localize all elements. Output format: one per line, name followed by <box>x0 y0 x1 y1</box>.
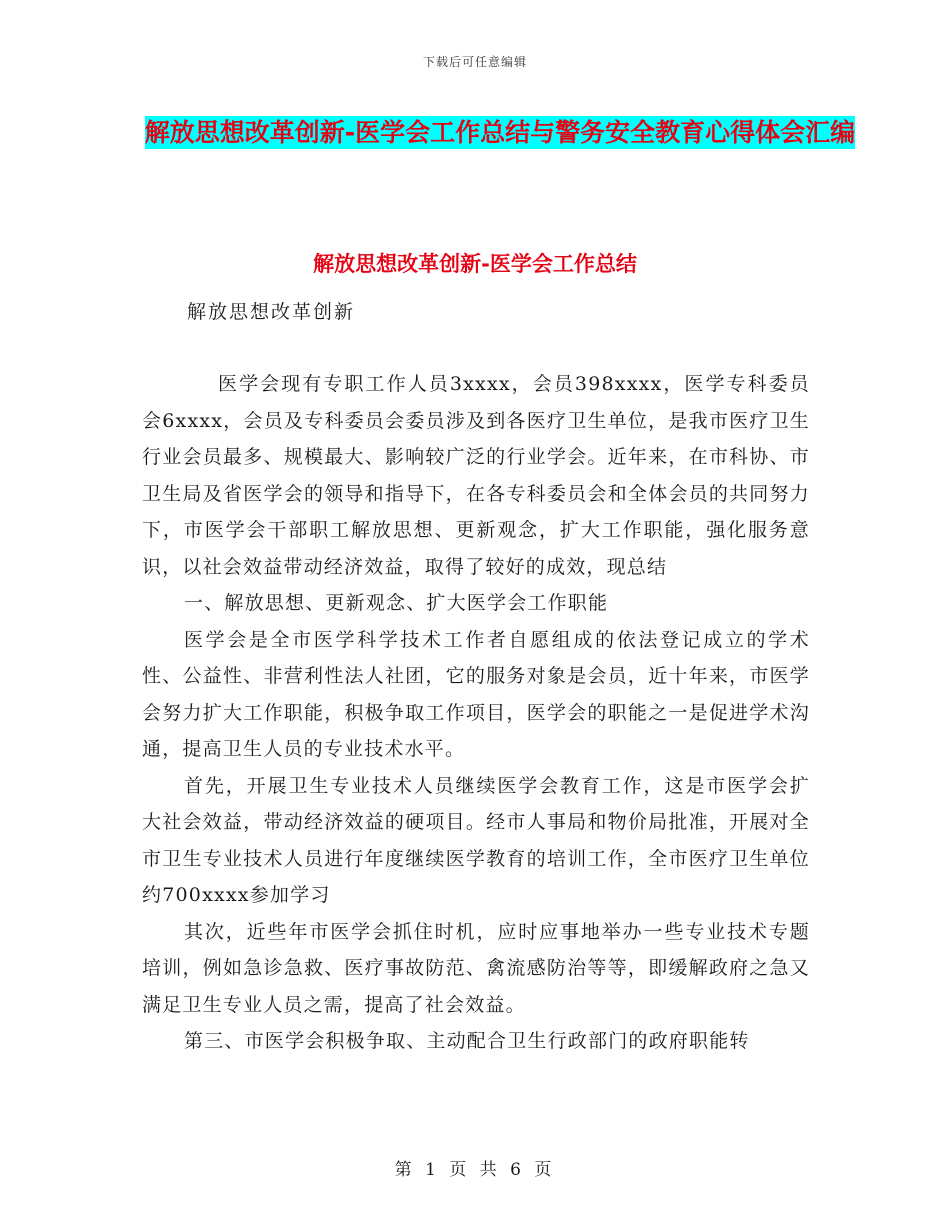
paragraph-second-point: 其次，近些年市医学会抓住时机，应时应事地举办一些专业技术专题培训，例如急诊急救、医疗事故防范、禽流感防治等等，即缓解政府之急又满足卫生专业人员之需，提高了社会效益。 <box>142 920 810 1016</box>
subtitle: 解放思想改革创新 <box>187 301 356 323</box>
page-footer: 第 1 页 共 6 页 <box>394 1160 556 1180</box>
paragraph-intro: 医学会现有专职工作人员3xxxx，会员398xxxx，医学专科委员会6xxxx，会员及专科委员会委员涉及到各医疗卫生单位，是我市医疗卫生行业会员最多、规模最大、影响较广泛的行业学会。近年来，在市科协、市卫生局及省医学会的领导和指导下，在各专科委员会和全体会员的共同努力下，市医学会干部职工解放思想、更新观念，扩大工作职能，强化服务意识，以社会效益带动经济效益，取得了较好的成效，现总结 <box>142 373 810 578</box>
main-title-text: 解放思想改革创新-医学会工作总结与警务安全教育心得体会汇编 <box>144 118 856 147</box>
document-main-title <box>140 110 860 156</box>
paragraph-third-point: 第三、市医学会积极争取、主动配合卫生行政部门的政府职能转 <box>184 1030 750 1052</box>
paragraph-heading-one: 一、解放思想、更新观念、扩大医学会工作职能 <box>184 592 609 614</box>
document-body <box>142 366 810 1060</box>
section-title: 解放思想改革创新-医学会工作总结 <box>313 252 637 276</box>
paragraph-first-point: 首先，开展卫生专业技术人员继续医学会教育工作，这是市医学会扩大社会效益，带动经济效益的硬项目。经市人事局和物价局批准，开展对全市卫生专业技术人员进行年度继续医学教育的培训工作，全市医疗卫生单位约700xxxx参加学习 <box>142 774 810 906</box>
header-note: 下载后可任意编辑 <box>422 55 527 69</box>
paragraph-association-role: 医学会是全市医学科学技术工作者自愿组成的依法登记成立的学术性、公益性、非营利性法人社团，它的服务对象是会员，近十年来，市医学会努力扩大工作职能，积极争取工作项目，医学会的职能之一是促进学术沟通，提高卫生人员的专业技术水平。 <box>142 628 810 760</box>
